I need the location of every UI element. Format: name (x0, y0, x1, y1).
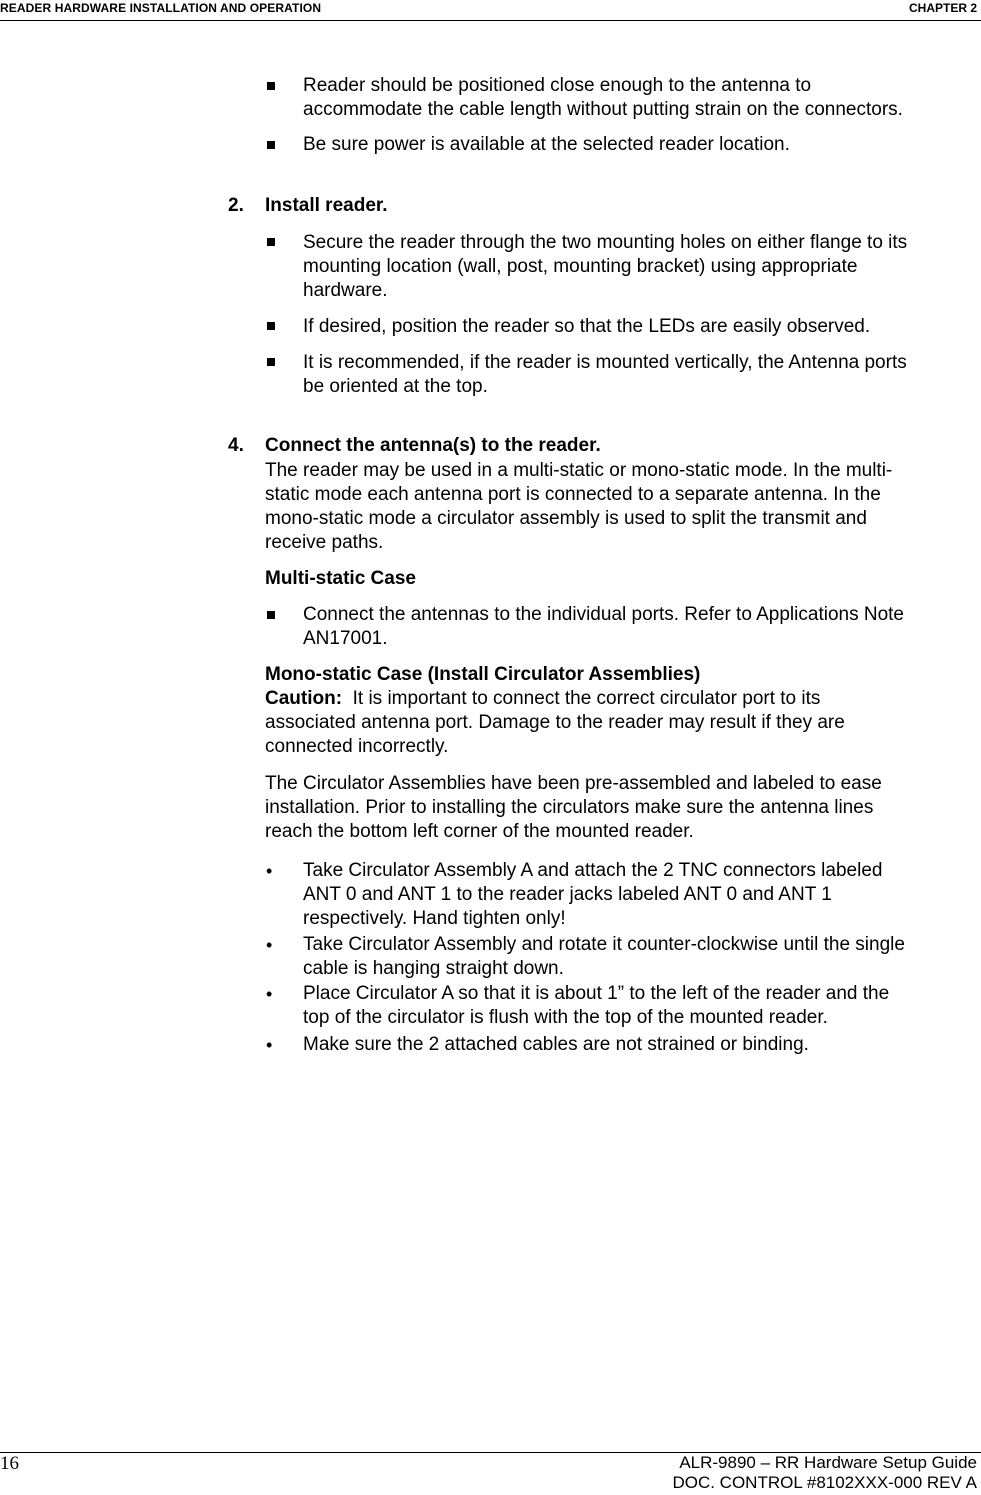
header-chapter: CHAPTER 2 (908, 1, 977, 15)
dot-bullet-icon: • (266, 935, 273, 955)
square-bullet-icon (267, 611, 275, 619)
step-2-bullet-2: If desired, position the reader so that the LEDs are easily observed. (303, 316, 871, 337)
circulator-para-line-1: The Circulator Assemblies have been pre-assembled and labeled to ease (265, 773, 882, 794)
step-4-para-line-4: receive paths. (265, 532, 384, 553)
mono-static-heading: Mono-static Case (Install Circulator Assemblies) (265, 664, 701, 685)
multi-static-bullet-line-1: Connect the antennas to the individual ports. Refer to Applications Note (303, 604, 904, 625)
dot-bullet-4: Make sure the 2 attached cables are not strained or binding. (303, 1034, 809, 1055)
square-bullet-icon (267, 322, 275, 330)
dot-bullet-icon: • (266, 984, 273, 1004)
step-4-para-line-3: mono-static mode a circulator assembly is used to split the transmit and (265, 508, 867, 529)
intro-bullet-2: Be sure power is available at the selected reader location. (303, 134, 790, 155)
dot-bullet-3-line-1: Place Circulator A so that it is about 1” to the left of the reader and the (303, 983, 890, 1004)
caution-line-1 (265, 687, 820, 711)
intro-bullet-1-line-1: Reader should be positioned close enough to the antenna to (303, 75, 812, 96)
step-2-title: Install reader. (265, 195, 388, 216)
step-4-title: Connect the antenna(s) to the reader. (265, 435, 601, 456)
dot-bullet-1-line-3: respectively. Hand tighten only! (303, 908, 566, 929)
dot-bullet-3-line-2: top of the circulator is flush with the top of the mounted reader. (303, 1007, 828, 1028)
caution-label: Caution: (265, 688, 343, 709)
square-bullet-icon (267, 141, 275, 149)
caution-line-3: connected incorrectly. (265, 736, 449, 757)
caution-line-2: associated antenna port. Damage to the reader may result if they are (265, 712, 845, 733)
step-4-number: 4. (228, 435, 244, 456)
header-section-title: READER HARDWARE INSTALLATION AND OPERATION (0, 1, 322, 15)
square-bullet-icon (267, 82, 275, 90)
caution-text: It is important to connect the correct circulator port to its (342, 688, 821, 709)
dot-bullet-1-line-1: Take Circulator Assembly A and attach the 2 TNC connectors labeled (303, 860, 883, 881)
step-4-para-line-2: static mode each antenna port is connected to a separate antenna. In the (265, 484, 881, 505)
square-bullet-icon (267, 358, 275, 366)
circulator-para-line-2: installation. Prior to installing the circulators make sure the antenna lines (265, 797, 874, 818)
dot-bullet-2-line-2: cable is hanging straight down. (303, 958, 564, 979)
dot-bullet-icon: • (266, 1035, 273, 1055)
page-header (0, 0, 981, 21)
step-2-bullet-3-line-2: be oriented at the top. (303, 376, 488, 397)
step-2-number: 2. (228, 195, 244, 216)
step-2-bullet-1-line-2: mounting location (wall, post, mounting bracket) using appropriate (303, 256, 858, 277)
multi-static-heading: Multi-static Case (265, 568, 416, 589)
page-number: 16 (0, 1453, 19, 1474)
intro-bullet-1-line-2: accommodate the cable length without putting strain on the connectors. (303, 99, 903, 120)
footer-guide-title: ALR-9890 – RR Hardware Setup Guide (679, 1453, 977, 1472)
circulator-para-line-3: reach the bottom left corner of the mounted reader. (265, 821, 694, 842)
dot-bullet-1-line-2: ANT 0 and ANT 1 to the reader jacks labeled ANT 0 and ANT 1 (303, 884, 832, 905)
step-4-para-line-1: The reader may be used in a multi-static or mono-static mode. In the multi- (265, 460, 893, 481)
step-2-bullet-1-line-1: Secure the reader through the two mounting holes on either flange to its (303, 232, 908, 253)
square-bullet-icon (267, 238, 275, 246)
dot-bullet-2-line-1: Take Circulator Assembly and rotate it counter-clockwise until the single (303, 934, 905, 955)
dot-bullet-icon: • (266, 861, 273, 881)
step-2-bullet-1-line-3: hardware. (303, 280, 388, 301)
step-2-bullet-3-line-1: It is recommended, if the reader is mounted vertically, the Antenna ports (303, 352, 907, 373)
footer-doc-control: DOC. CONTROL #8102XXX-000 REV A (672, 1473, 977, 1492)
multi-static-bullet-line-2: AN17001. (303, 628, 388, 649)
